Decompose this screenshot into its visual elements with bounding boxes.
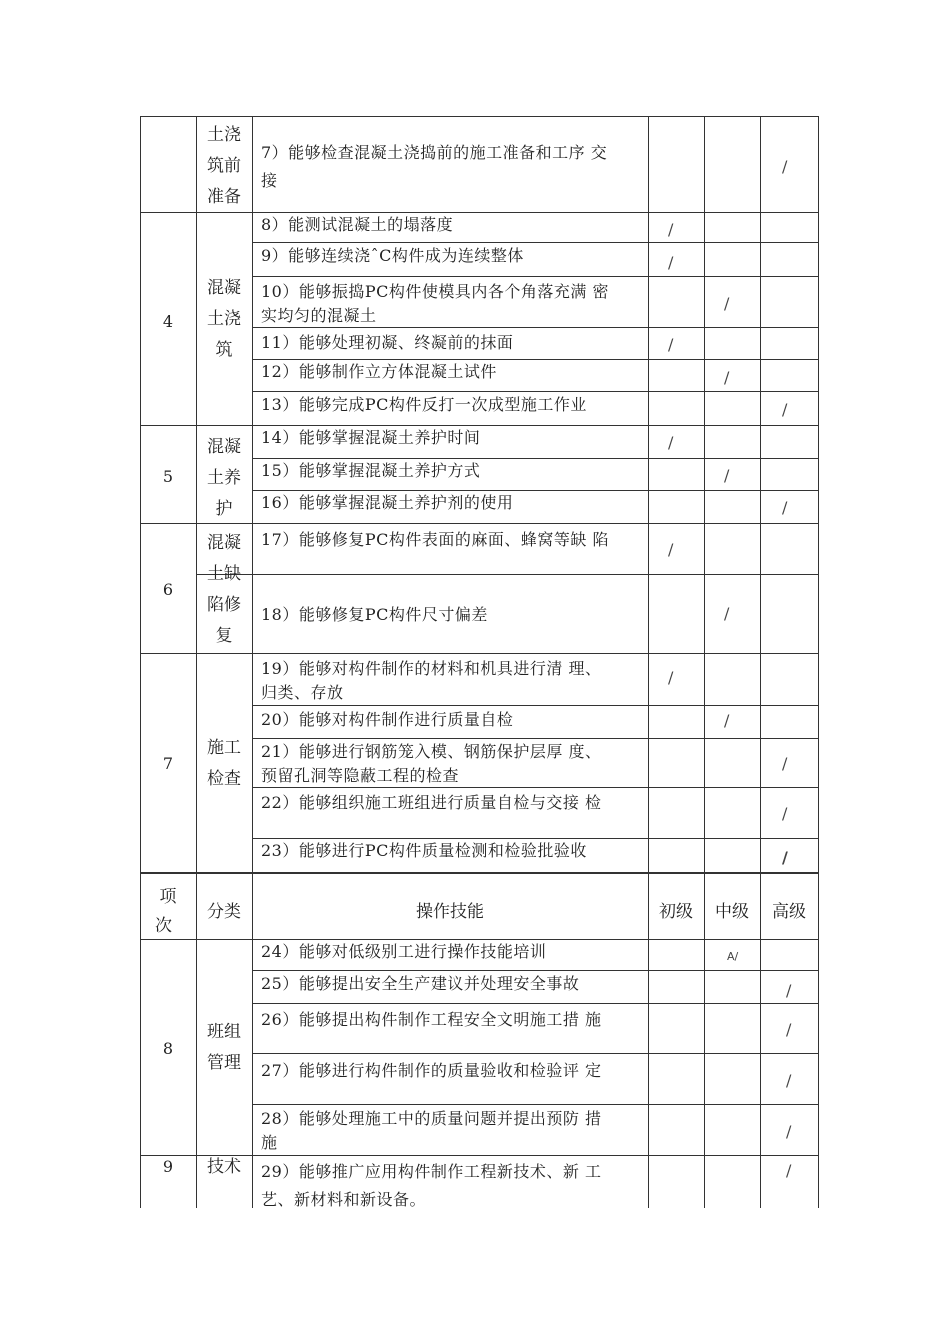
- header-skill: 操作技能: [416, 902, 484, 922]
- item-divider: [252, 391, 819, 392]
- check-mark: /: [668, 253, 674, 272]
- check-mark: /: [724, 466, 730, 485]
- category-line: 混凝: [207, 278, 241, 298]
- skill-item: 20）能够对构件制作进行质量自检: [261, 710, 514, 729]
- skill-line: 施: [261, 1133, 278, 1152]
- row-divider: [140, 653, 819, 654]
- category-line: 技术: [207, 1157, 241, 1177]
- skill-line: 28）能够处理施工中的质量问题并提出预防 措: [261, 1109, 602, 1128]
- table-divider: [704, 116, 705, 1208]
- skill-line: 10）能够振捣PC构件使模具内各个角落充满 密: [261, 282, 609, 301]
- skill-item: [261, 657, 601, 705]
- row-number: 8: [162, 1039, 174, 1058]
- skill-line: 实均匀的混凝土: [261, 306, 377, 325]
- category-label: [196, 432, 252, 525]
- category-line: 班组: [207, 1022, 241, 1042]
- skill-item: [261, 1160, 601, 1212]
- check-mark: /: [782, 848, 788, 867]
- table-border-right: [818, 116, 819, 1208]
- check-mark: /: [782, 157, 788, 176]
- header-no: [140, 883, 196, 941]
- category-label: [196, 733, 252, 795]
- header-category: 分类: [207, 902, 241, 922]
- header-no-line: 项: [159, 887, 177, 907]
- category-line: 陷修: [207, 595, 241, 615]
- row-number: 9: [162, 1157, 174, 1176]
- check-mark: /: [782, 804, 788, 823]
- category-line: 检查: [207, 769, 241, 789]
- item-divider: [252, 1053, 819, 1054]
- skill-item: 8）能测试混凝土的塌落度: [261, 215, 454, 234]
- skill-item: [261, 740, 601, 788]
- check-mark: /: [782, 498, 788, 517]
- skill-item: 14）能够掌握混凝土养护时间: [261, 428, 481, 447]
- row-divider: [140, 873, 819, 874]
- skill-item: 11）能够处理初凝、终凝前的抹面: [261, 333, 514, 352]
- skill-item: 13）能够完成PC构件反打一次成型施工作业: [261, 395, 587, 414]
- skill-item: 18）能够修复PC构件尺寸偏差: [261, 605, 488, 624]
- table-border-top: [140, 116, 819, 117]
- skill-item: 27）能够进行构件制作的质量验收和检验评 定: [261, 1061, 602, 1080]
- table-divider: [252, 116, 253, 1208]
- check-mark: /: [782, 400, 788, 419]
- table-divider: [760, 116, 761, 1208]
- skill-item: [261, 1107, 601, 1155]
- check-mark: /: [782, 754, 788, 773]
- row-number: 7: [162, 754, 174, 773]
- skill-line: 21）能够进行钢筋笼入模、钢筋保护层厚 度、: [261, 742, 602, 761]
- skill-line: 艺、新材料和新设备。: [261, 1190, 427, 1209]
- skill-item: 23）能够进行PC构件质量检测和检验批验收: [261, 841, 587, 860]
- skill-item: [261, 280, 609, 328]
- category-label: [196, 120, 252, 213]
- skill-item: 17）能够修复PC构件表面的麻面、蜂窝等缺 陷: [261, 530, 609, 549]
- check-mark: /: [724, 711, 730, 730]
- category-line: 筑前: [207, 156, 241, 176]
- category-line: 施工: [207, 738, 241, 758]
- item-divider: [252, 970, 819, 971]
- category-label: [196, 1152, 252, 1183]
- skill-line: 预留孔洞等隐蔽工程的检查: [261, 766, 460, 785]
- category-line: 混凝: [207, 533, 241, 553]
- item-divider: [252, 738, 819, 739]
- category-line: 土养: [207, 468, 241, 488]
- skill-line: 归类、存放: [261, 683, 344, 702]
- check-mark: /: [668, 335, 674, 354]
- skill-line: 7）能够检查混凝土浇捣前的施工准备和工序 交: [261, 143, 608, 162]
- category-line: 土缺: [207, 564, 241, 584]
- row-number: 6: [162, 580, 174, 599]
- header-high: 高级: [772, 902, 806, 922]
- category-line: 管理: [207, 1053, 241, 1073]
- category-line: 筑: [215, 340, 233, 360]
- table-divider: [648, 116, 649, 1208]
- skill-item: 24）能够对低级别工进行操作技能培训: [261, 942, 547, 961]
- check-mark: /: [668, 540, 674, 559]
- category-line: 准备: [207, 187, 241, 207]
- category-label: [196, 528, 252, 652]
- check-mark: /: [668, 668, 674, 687]
- category-label: [196, 273, 252, 366]
- skill-line: 29）能够推广应用构件制作工程新技术、新 工: [261, 1162, 602, 1181]
- check-mark: /: [724, 294, 730, 313]
- item-divider: [252, 705, 819, 706]
- skill-item: 9）能够连续浇ˆC构件成为连续整体: [261, 246, 524, 265]
- check-mark: /: [786, 1020, 792, 1039]
- item-divider: [252, 1104, 819, 1105]
- check-mark: /: [786, 1122, 792, 1141]
- check-mark: /: [668, 220, 674, 239]
- item-divider: [252, 1003, 819, 1004]
- category-line: 护: [215, 499, 233, 519]
- check-mark: /: [724, 368, 730, 387]
- skill-item: 15）能够掌握混凝土养护方式: [261, 461, 481, 480]
- skill-line: 接: [261, 171, 278, 190]
- category-line: 复: [215, 626, 233, 646]
- row-number: 5: [162, 467, 174, 486]
- row-number: 4: [162, 312, 174, 331]
- category-line: 混凝: [207, 437, 241, 457]
- check-mark: /: [786, 1071, 792, 1090]
- skill-line: 19）能够对构件制作的材料和机具进行清 理、: [261, 659, 602, 678]
- category-label: [196, 1017, 252, 1079]
- skill-item: 22）能够组织施工班组进行质量自检与交接 检: [261, 793, 602, 812]
- check-mark: A/: [727, 950, 739, 963]
- skill-item: 12）能够制作立方体混凝土试件: [261, 362, 497, 381]
- category-line: 土浇: [207, 309, 241, 329]
- header-no-line: 次: [155, 916, 172, 936]
- check-mark: /: [786, 981, 792, 1000]
- item-divider: [196, 574, 819, 575]
- check-mark: /: [724, 604, 730, 623]
- item-divider: [252, 276, 819, 277]
- skill-item: 25）能够提出安全生产建议并处理安全事故: [261, 974, 580, 993]
- header-mid: 中级: [715, 902, 749, 922]
- skill-item: [261, 141, 607, 193]
- header-basic: 初级: [659, 902, 693, 922]
- skill-item: 16）能够掌握混凝土养护剂的使用: [261, 493, 514, 512]
- item-divider: [252, 242, 819, 243]
- check-mark: /: [668, 433, 674, 452]
- check-mark: /: [786, 1161, 792, 1180]
- category-line: 土浇: [207, 125, 241, 145]
- skill-item: 26）能够提出构件制作工程安全文明施工措 施: [261, 1010, 602, 1029]
